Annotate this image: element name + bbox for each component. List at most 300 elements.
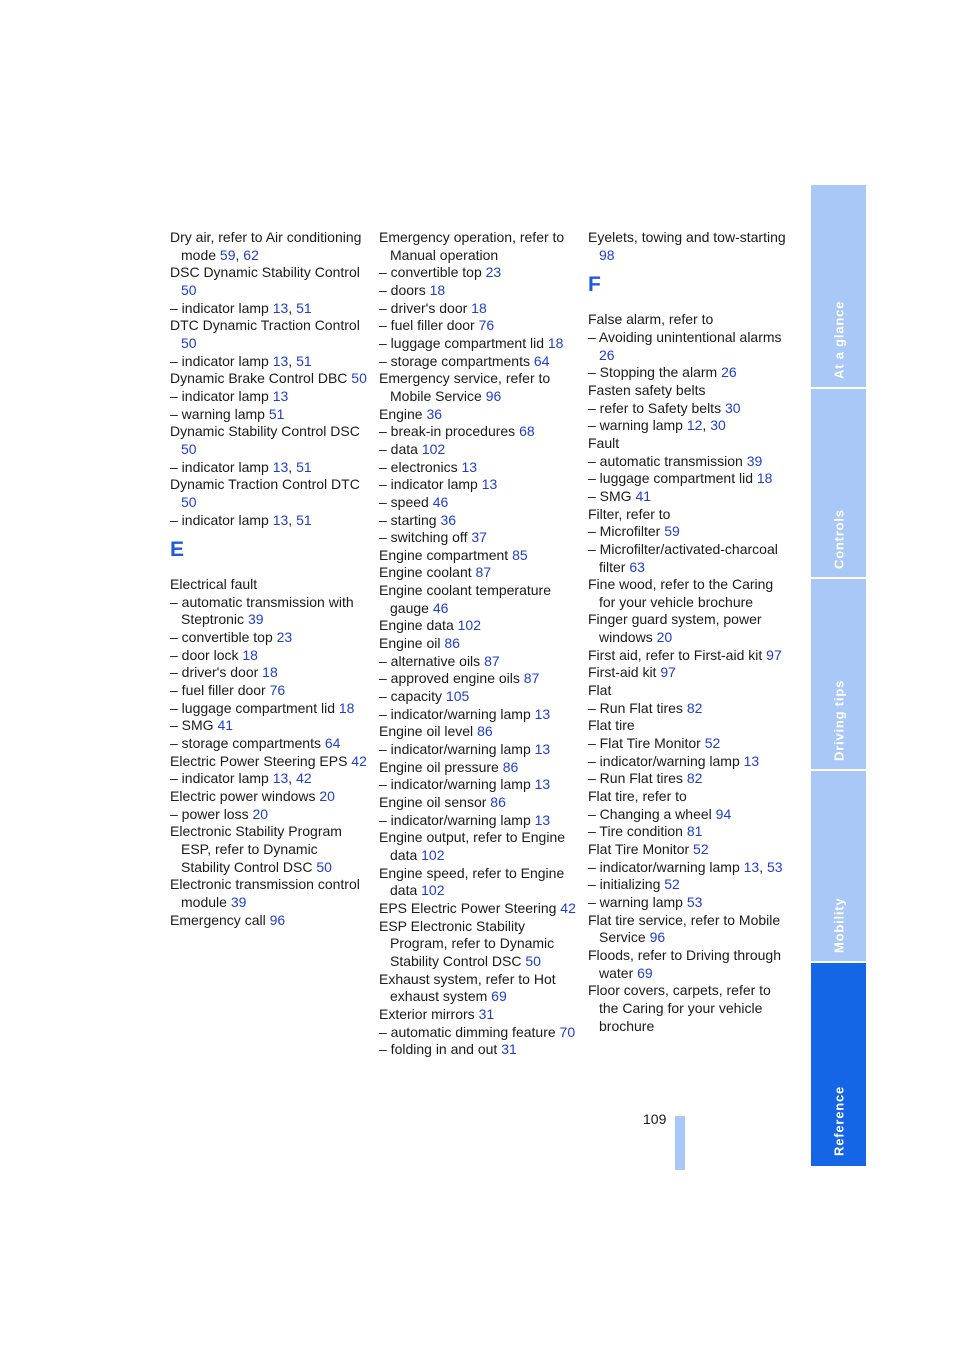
page-ref-link[interactable]: 37 — [471, 529, 487, 546]
page-ref-link[interactable]: 30 — [724, 399, 741, 416]
page-ref-link[interactable]: 102 — [421, 882, 445, 899]
index-entry — [588, 382, 788, 400]
index-letter-heading: F — [588, 273, 601, 297]
index-entry-text: Engine compartment — [379, 546, 513, 563]
page-ref-link[interactable]: 42 — [351, 752, 367, 769]
index-entry — [588, 488, 788, 506]
page-ref-link[interactable]: 102 — [457, 617, 481, 634]
index-entry-text: Engine speed, refer to Engine data — [379, 864, 565, 899]
index-entry — [588, 647, 788, 665]
page-ref-link[interactable]: 18 — [338, 699, 355, 716]
page-ref-link[interactable]: 13 — [272, 352, 289, 369]
index-entry-text: – luggage compartment lid — [170, 699, 339, 716]
index-entry — [588, 506, 788, 524]
index-entry — [588, 753, 788, 771]
page-ref-link[interactable]: 82 — [686, 770, 703, 787]
index-entry — [379, 476, 579, 494]
page-ref-link[interactable]: 18 — [756, 470, 773, 487]
index-entry — [379, 494, 579, 512]
page-ref-link[interactable]: 87 — [475, 564, 492, 581]
index-entry-text: – Stopping the alarm — [588, 364, 722, 381]
index-entry-text: Electric power windows — [170, 788, 320, 805]
section-tab-label: Controls — [831, 509, 846, 569]
page-ref-separator: , — [288, 458, 297, 475]
index-entry-text: – alternative oils — [379, 652, 485, 669]
page-number-bar — [675, 1116, 685, 1170]
page-ref-link[interactable]: 51 — [268, 405, 285, 422]
page-ref-link[interactable]: 96 — [485, 387, 502, 404]
index-entry-text: Floods, refer to Driving through water — [588, 946, 781, 981]
page-ref-link[interactable]: 102 — [421, 846, 445, 863]
index-entry-text: – fuel filler door — [379, 317, 479, 334]
page-ref-link[interactable]: 96 — [649, 929, 666, 946]
index-entry — [170, 717, 370, 735]
index-entry — [379, 353, 579, 371]
index-entry — [588, 841, 788, 859]
index-entry-text: – indicator/warning lamp — [379, 705, 535, 722]
page-ref-link[interactable]: 20 — [656, 629, 673, 646]
index-entry-text: – speed — [379, 493, 433, 510]
index-entry — [588, 576, 788, 611]
index-entry — [170, 647, 370, 665]
page-ref-link[interactable]: 13 — [461, 458, 478, 475]
index-entry-text: – indicator/warning lamp — [379, 811, 535, 828]
page-ref-link[interactable]: 53 — [686, 893, 703, 910]
index-entry — [588, 682, 788, 700]
index-entry — [588, 470, 788, 488]
page-ref-link[interactable]: 97 — [660, 664, 676, 681]
page-ref-separator: , — [702, 417, 711, 434]
index-entry — [379, 635, 579, 653]
index-entry — [170, 423, 370, 458]
page-ref-link[interactable]: 98 — [599, 246, 615, 263]
page-ref-link[interactable]: 18 — [242, 646, 258, 663]
page-ref-link[interactable]: 52 — [693, 841, 709, 857]
page-ref-link[interactable]: 18 — [547, 334, 564, 351]
index-entry-text: Electronic transmission control module — [170, 876, 360, 910]
index-entry — [588, 982, 788, 1035]
index-entry-text: First-aid kit — [588, 664, 661, 681]
page-ref-link[interactable]: 18 — [429, 281, 446, 298]
index-entry — [588, 717, 788, 735]
page-ref-link[interactable]: 18 — [262, 664, 278, 681]
page-ref-link[interactable]: 50 — [316, 858, 332, 875]
index-column-2 — [379, 229, 579, 1059]
page-ref-link[interactable]: 86 — [477, 723, 493, 740]
index-entry — [170, 317, 370, 352]
index-entry — [170, 512, 370, 530]
page-ref-link[interactable]: 39 — [247, 611, 264, 628]
index-entry-text: – SMG — [170, 717, 218, 734]
page-ref-link[interactable]: 23 — [276, 629, 293, 646]
index-entry — [588, 912, 788, 947]
section-tab-label: Driving tips — [831, 679, 846, 761]
page-ref-link[interactable]: 76 — [269, 682, 286, 699]
index-entry — [588, 611, 788, 646]
index-entry — [379, 1024, 579, 1042]
index-entry-text: – warning lamp — [170, 405, 269, 422]
index-entry-text: – starting — [379, 511, 441, 528]
index-entry-text: – Microfilter/activated-charcoal filter — [588, 540, 778, 575]
index-entry — [588, 700, 788, 718]
index-entry — [170, 353, 370, 371]
index-entry-text: Engine data — [379, 617, 458, 634]
page-ref-link[interactable]: 13 — [743, 858, 760, 875]
index-entry — [588, 229, 788, 264]
page-ref-link[interactable]: 68 — [519, 423, 535, 440]
page-ref-link[interactable]: 82 — [686, 699, 703, 716]
page-ref-link[interactable]: 59 — [219, 246, 236, 263]
index-letter-heading: E — [170, 538, 185, 562]
index-entry — [588, 364, 788, 382]
index-entry-text: – switching off — [379, 529, 472, 546]
page-ref-separator: , — [235, 246, 244, 263]
page-ref-link[interactable]: 50 — [525, 952, 541, 969]
index-entry — [588, 770, 788, 788]
index-entry-text: – indicator lamp — [170, 458, 273, 475]
page-ref-link[interactable]: 13 — [272, 511, 289, 528]
index-entry — [588, 400, 788, 418]
index-entry — [379, 264, 579, 282]
index-entry — [588, 417, 788, 435]
page-ref-link[interactable]: 20 — [252, 805, 269, 822]
index-entry — [379, 441, 579, 459]
page-ref-link[interactable]: 105 — [445, 688, 470, 705]
index-entry — [379, 529, 579, 547]
page-ref-link[interactable]: 13 — [534, 741, 551, 758]
index-entry-text: Emergency call — [170, 911, 270, 928]
index-entry-text: – storage compartments — [170, 735, 325, 752]
index-entry — [170, 788, 370, 806]
index-entry-text: – fuel filler door — [170, 682, 270, 699]
page-ref-link[interactable]: 69 — [637, 964, 653, 981]
index-entry — [379, 741, 579, 759]
index-entry — [170, 594, 370, 629]
index-entry-text: – approved engine oils — [379, 670, 524, 687]
index-entry-text: – storage compartments — [379, 352, 534, 369]
page-ref-link[interactable]: 12 — [686, 417, 703, 434]
index-entry-text: – indicator/warning lamp — [588, 858, 744, 875]
index-entry-text: Flat tire — [588, 717, 635, 734]
page-ref-link[interactable]: 86 — [502, 758, 519, 775]
page-ref-link[interactable]: 50 — [181, 281, 197, 298]
page-ref-link[interactable]: 13 — [534, 705, 551, 722]
page-ref-link[interactable]: 50 — [351, 370, 367, 387]
index-entry-text: Fault — [588, 434, 620, 451]
index-entry — [588, 329, 788, 364]
index-entry-text: Engine coolant temperature gauge — [379, 582, 551, 616]
index-entry — [379, 459, 579, 477]
index-entry-text: – door lock — [170, 646, 243, 663]
page-ref-link[interactable]: 13 — [743, 752, 760, 769]
index-entry-text: DTC Dynamic Traction Control — [170, 317, 360, 334]
index-entry-text: – electronics — [379, 458, 462, 475]
index-entry — [170, 370, 370, 388]
index-entry — [379, 547, 579, 565]
page-ref-link[interactable]: 52 — [704, 735, 721, 752]
section-tab-label: Reference — [831, 1085, 846, 1156]
page-ref-link[interactable]: 39 — [230, 893, 247, 910]
page-ref-link[interactable]: 50 — [181, 334, 197, 351]
index-entry — [379, 653, 579, 671]
index-entry — [170, 229, 370, 264]
index-entry-text: – indicator/warning lamp — [588, 752, 744, 769]
index-entry — [379, 918, 579, 971]
index-entry-text: – break-in procedures — [379, 423, 520, 440]
index-entry-text: – data — [379, 440, 422, 457]
index-entry — [170, 406, 370, 424]
index-entry-text: Engine output, refer to Engine data — [379, 829, 566, 863]
page-ref-link[interactable]: 42 — [296, 770, 312, 787]
index-entry-text: Emergency service, refer to Mobile Service — [379, 370, 551, 404]
index-entry — [379, 776, 579, 794]
index-entry — [588, 523, 788, 541]
index-entry — [379, 617, 579, 635]
page-ref-link[interactable]: 26 — [721, 364, 737, 381]
index-entry — [379, 794, 579, 812]
page-number: 109 — [643, 1111, 667, 1127]
section-tab[interactable] — [811, 579, 866, 771]
index-entry — [379, 829, 579, 864]
index-entry — [379, 706, 579, 724]
page-ref-link[interactable]: 36 — [440, 511, 457, 528]
index-entry-text: Dry air, refer to Air conditioning mode — [170, 229, 362, 263]
index-entry — [588, 947, 788, 982]
section-tab[interactable] — [811, 963, 866, 1166]
page-ref-link[interactable]: 69 — [491, 988, 507, 1005]
index-entry-text: – driver's door — [379, 299, 472, 316]
index-entry-text: – driver's door — [170, 664, 263, 681]
index-entry-text: – folding in and out — [379, 1041, 502, 1058]
page-ref-link[interactable]: 85 — [512, 546, 528, 563]
index-entry-text: – indicator/warning lamp — [379, 741, 535, 758]
section-tab[interactable] — [811, 389, 866, 579]
page-ref-link[interactable]: 13 — [272, 387, 289, 404]
index-entry — [588, 453, 788, 471]
page-ref-link[interactable]: 96 — [269, 911, 286, 928]
index-entry — [170, 912, 370, 930]
page-ref-link[interactable]: 102 — [421, 440, 446, 457]
page-ref-link[interactable]: 62 — [243, 246, 259, 263]
index-entry-text: Engine — [379, 405, 427, 422]
index-entry — [588, 859, 788, 877]
index-entry — [379, 900, 579, 918]
page-ref-link[interactable]: 50 — [181, 440, 197, 457]
index-entry-text: Dynamic Stability Control DSC — [170, 423, 360, 440]
page-ref-separator: , — [288, 299, 297, 316]
index-entry-text: Exterior mirrors — [379, 1005, 479, 1022]
page-ref-link[interactable]: 23 — [485, 264, 502, 281]
index-entry — [588, 735, 788, 753]
index-entry-text: – automatic dimming feature — [379, 1023, 560, 1040]
index-column-1 — [170, 229, 370, 929]
index-column-3 — [588, 229, 788, 1035]
index-entry-text: Flat tire service, refer to Mobile Service — [588, 911, 781, 946]
page-ref-link[interactable]: 64 — [324, 735, 341, 752]
index-entry-text: – refer to Safety belts — [588, 399, 725, 416]
index-entry-text: Engine oil level — [379, 723, 478, 740]
section-tab[interactable] — [811, 771, 866, 963]
index-entry-text: – Flat Tire Monitor — [588, 735, 705, 752]
index-entry — [379, 865, 579, 900]
index-entry-text: False alarm, refer to — [588, 311, 714, 328]
index-entry-text: – warning lamp — [588, 893, 687, 910]
page-ref-link[interactable]: 51 — [296, 458, 312, 475]
index-entry-text: – indicator/warning lamp — [379, 776, 535, 793]
page-ref-link[interactable]: 13 — [534, 811, 551, 828]
index-entry — [588, 823, 788, 841]
page-ref-link[interactable]: 86 — [490, 794, 506, 810]
index-entry — [170, 876, 370, 911]
index-entry-text: – doors — [379, 281, 430, 298]
index-entry — [379, 300, 579, 318]
index-entry-text: Engine coolant — [379, 564, 476, 581]
index-entry — [170, 682, 370, 700]
index-entry-text: Fasten safety belts — [588, 381, 706, 398]
index-entry-text: Dynamic Brake Control DBC — [170, 370, 352, 387]
index-entry — [170, 300, 370, 318]
index-entry-text: Flat — [588, 682, 612, 699]
index-entry-text: – capacity — [379, 688, 446, 705]
index-entry-text: – Tire condition — [588, 823, 687, 840]
page-ref-link[interactable]: 30 — [710, 417, 726, 434]
index-entry — [170, 476, 370, 511]
index-entry — [588, 311, 788, 329]
index-entry — [170, 770, 370, 788]
page-ref-link[interactable]: 97 — [766, 646, 782, 663]
page-ref-link[interactable]: 20 — [319, 788, 335, 805]
index-entry-text: – indicator lamp — [170, 511, 273, 528]
index-entry-text: – power loss — [170, 805, 253, 822]
index-entry — [379, 335, 579, 353]
index-entry — [170, 388, 370, 406]
index-entry-text: Floor covers, carpets, refer to the Caring for your vehicle brochure — [588, 982, 771, 1034]
index-entry — [588, 894, 788, 912]
index-entry — [379, 406, 579, 424]
index-entry — [379, 229, 579, 264]
index-entry — [379, 1041, 579, 1059]
index-entry-text: – indicator lamp — [170, 352, 273, 369]
index-entry — [588, 876, 788, 894]
page-ref-link[interactable]: 46 — [432, 599, 449, 616]
index-entry — [379, 317, 579, 335]
page-ref-link[interactable]: 70 — [559, 1023, 576, 1040]
index-entry-text: EPS Electric Power Steering — [379, 899, 561, 916]
index-entry-text: Electrical fault — [170, 576, 258, 593]
index-entry — [170, 735, 370, 753]
page-ref-link[interactable]: 87 — [523, 670, 540, 687]
page-ref-link[interactable]: 52 — [664, 876, 680, 893]
index-entry — [170, 629, 370, 647]
page-ref-link[interactable]: 13 — [481, 476, 498, 493]
page-ref-link[interactable]: 36 — [426, 405, 443, 422]
index-entry-text: Exhaust system, refer to Hot exhaust system — [379, 970, 556, 1005]
page-ref-link[interactable]: 41 — [217, 717, 234, 734]
index-entry-text: Engine oil — [379, 635, 445, 652]
index-entry — [170, 700, 370, 718]
index-entry-text: – indicator lamp — [170, 770, 273, 787]
index-entry-text: Engine oil sensor — [379, 794, 491, 810]
index-entry-text: – indicator lamp — [379, 476, 482, 493]
index-entry-text: Flat Tire Monitor — [588, 841, 694, 857]
index-entry-text: – Changing a wheel — [588, 805, 716, 822]
index-entry-text: Finger guard system, power windows — [588, 611, 762, 646]
index-entry-text: Electric Power Steering EPS — [170, 752, 352, 769]
index-entry — [379, 688, 579, 706]
page-ref-link[interactable]: 76 — [478, 317, 495, 334]
index-entry-text: – Run Flat tires — [588, 699, 687, 716]
index-entry — [379, 582, 579, 617]
page-ref-link[interactable]: 87 — [484, 652, 500, 669]
page-ref-link[interactable]: 13 — [272, 299, 289, 316]
index-entry-text: – convertible top — [379, 264, 486, 281]
index-entry — [588, 806, 788, 824]
index-entry — [588, 788, 788, 806]
page-ref-link[interactable]: 39 — [746, 452, 763, 469]
index-entry-text: – warning lamp — [588, 417, 687, 434]
page-ref-separator: , — [288, 511, 297, 528]
index-entry-text: – indicator lamp — [170, 299, 273, 316]
index-entry-text: – Avoiding unintentional alarms — [588, 328, 782, 345]
page-ref-link[interactable]: 26 — [599, 346, 615, 363]
page-ref-link[interactable]: 31 — [478, 1005, 495, 1022]
index-entry-text: Fine wood, refer to the Caring for your vehicle brochure — [588, 576, 774, 610]
index-entry — [170, 823, 370, 876]
index-entry — [588, 435, 788, 453]
page-ref-link[interactable]: 51 — [296, 511, 312, 528]
index-entry-text: DSC Dynamic Stability Control — [170, 264, 360, 281]
page-ref-link[interactable]: 46 — [432, 493, 449, 510]
page-ref-link[interactable]: 13 — [534, 776, 551, 793]
page-ref-link[interactable]: 18 — [471, 299, 487, 316]
index-entry-text: – convertible top — [170, 629, 277, 646]
index-entry-text: – Microfilter — [588, 523, 665, 540]
page-ref-link[interactable]: 13 — [272, 458, 289, 475]
index-entry — [170, 459, 370, 477]
index-entry — [379, 423, 579, 441]
page-ref-link[interactable]: 42 — [560, 899, 576, 916]
index-entry — [170, 264, 370, 299]
page-ref-link[interactable]: 31 — [501, 1041, 517, 1058]
index-entry — [379, 512, 579, 530]
page-ref-link[interactable]: 64 — [533, 352, 550, 369]
page-ref-link[interactable]: 13 — [272, 770, 289, 787]
index-entry-text: Filter, refer to — [588, 505, 671, 522]
index-entry-text: Electronic Stability Program ESP, refer to Dynamic Stability Control DSC — [170, 823, 342, 875]
index-entry-text: – automatic transmission — [588, 452, 747, 469]
index-entry — [379, 759, 579, 777]
index-entry — [379, 670, 579, 688]
page-ref-link[interactable]: 41 — [635, 487, 652, 504]
page-ref-link[interactable]: 63 — [629, 558, 645, 575]
index-entry — [588, 664, 788, 682]
index-entry — [170, 806, 370, 824]
index-entry-text: First aid, refer to First-aid kit — [588, 646, 767, 663]
page-ref-link[interactable]: 86 — [444, 635, 460, 652]
page-ref-link[interactable]: 81 — [686, 823, 703, 840]
page-ref-link[interactable]: 50 — [181, 493, 197, 510]
index-entry — [170, 576, 370, 594]
page-ref-link[interactable]: 59 — [664, 523, 680, 540]
page-ref-separator: , — [288, 352, 297, 369]
index-entry — [588, 541, 788, 576]
page-ref-link[interactable]: 94 — [715, 805, 732, 822]
page-ref-link[interactable]: 51 — [296, 299, 312, 316]
page-ref-link[interactable]: 53 — [767, 858, 783, 875]
index-entry-text: – initializing — [588, 876, 665, 893]
section-tab[interactable] — [811, 185, 866, 389]
page-ref-link[interactable]: 51 — [296, 352, 312, 369]
